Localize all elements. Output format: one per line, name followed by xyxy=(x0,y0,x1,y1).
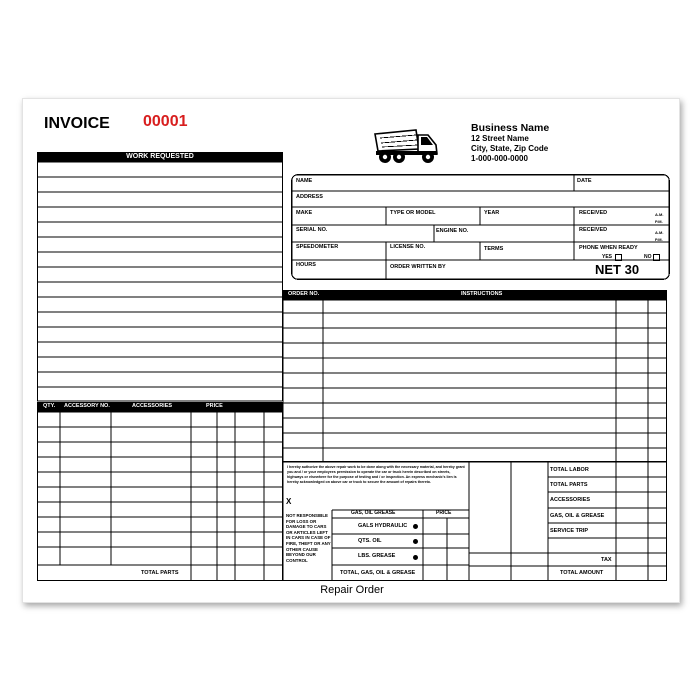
qty-header: QTY. xyxy=(43,403,56,409)
price-header: PRICE xyxy=(206,403,223,409)
lbs-grease-bullet-icon xyxy=(413,555,418,560)
business-name: Business Name xyxy=(471,122,550,134)
year-field[interactable]: YEAR xyxy=(484,210,500,216)
total-parts-label: TOTAL PARTS xyxy=(550,482,588,488)
gals-hydraulic-label: GALS HYDRAULIC xyxy=(358,523,408,529)
received-field-2[interactable]: RECEIVED xyxy=(579,227,608,233)
qts-oil-bullet-icon xyxy=(413,539,418,544)
authorization-text: I hereby authorize the above repair work to be done along with the necessary material, and hereby grant you and / or your employees permission to operate the car or truck herein described on streets, highways or elsewhere for the purpose of testing and / or inspection. An express mechanic's lien is hereby acknowledged on above car or truck to secure the amount of repairs thereto. xyxy=(287,465,465,484)
accessories-total-parts-label: TOTAL PARTS xyxy=(141,570,179,576)
service-trip-label: SERVICE TRIP xyxy=(550,528,589,534)
invoice-title: INVOICE xyxy=(44,115,110,132)
work-requested-header: WORK REQUESTED xyxy=(37,152,283,162)
instructions-grid xyxy=(283,300,667,462)
received-pm-1: P.M. xyxy=(655,219,663,224)
name-field[interactable]: NAME xyxy=(296,178,313,184)
disclaimer-text: NOT RESPONSIBLE FOR LOSS OR DAMAGE TO CARS OR ARTICLES LEFT IN CARS IN CASE OF FIRE, THEFT OR ANY OTHER CAUSE BEYOND OUR CONTROL xyxy=(286,513,331,563)
terms-field[interactable]: TERMS xyxy=(484,246,504,252)
serial-no-field[interactable]: SERIAL NO. xyxy=(296,227,328,233)
accessories-header: ACCESSORIES xyxy=(132,403,173,409)
no-checkbox[interactable] xyxy=(653,254,660,261)
hours-field[interactable]: HOURS xyxy=(296,262,316,268)
make-field[interactable]: MAKE xyxy=(296,210,313,216)
instructions-header-bar xyxy=(283,290,667,300)
yes-label: YES xyxy=(602,254,613,260)
speedometer-field[interactable]: SPEEDOMETER xyxy=(296,244,339,250)
fluids-price-header: PRICE xyxy=(436,510,452,516)
no-label: NO xyxy=(644,254,652,260)
received-field-1[interactable]: RECEIVED xyxy=(579,210,608,216)
lbs-grease-label: LBS. GREASE xyxy=(358,553,396,559)
total-amount-label: TOTAL AMOUNT xyxy=(560,570,604,576)
net-terms: NET 30 xyxy=(595,262,640,277)
fluids-header: GAS, OIL GREASE xyxy=(351,510,396,516)
dump-truck-icon xyxy=(372,125,440,165)
accessories-grid xyxy=(37,412,283,581)
invoice-number: 00001 xyxy=(143,113,188,130)
business-street: 12 Street Name xyxy=(471,134,529,143)
gas-oil-grease-label: GAS, OIL & GREASE xyxy=(550,513,605,519)
qts-oil-label: QTS. OIL xyxy=(358,538,382,544)
received-pm-2: P.M. xyxy=(655,237,663,242)
repair-order-caption: Repair Order xyxy=(320,584,384,596)
repair-order-form xyxy=(22,98,680,603)
engine-no-field[interactable]: ENGINE NO. xyxy=(436,228,469,234)
yes-checkbox[interactable] xyxy=(615,254,622,261)
business-city: City, State, Zip Code xyxy=(471,144,549,153)
order-no-header: ORDER NO. xyxy=(288,291,320,297)
business-phone: 1-000-000-0000 xyxy=(471,154,528,163)
received-am-1: A.M. xyxy=(655,212,664,217)
received-am-2: A.M. xyxy=(655,230,664,235)
date-field[interactable]: DATE xyxy=(577,178,592,184)
address-field[interactable]: ADDRESS xyxy=(296,194,323,200)
fluids-total-label: TOTAL, GAS, OIL & GREASE xyxy=(340,570,416,576)
signature-mark[interactable]: X xyxy=(286,497,292,506)
total-labor-label: TOTAL LABOR xyxy=(550,467,589,473)
tax-label: TAX xyxy=(601,557,612,563)
accessories-total-label: ACCESSORIES xyxy=(550,497,591,503)
type-or-model-field[interactable]: TYPE OR MODEL xyxy=(390,210,436,216)
work-requested-lines xyxy=(37,162,283,402)
gals-hydraulic-bullet-icon xyxy=(413,524,418,529)
license-no-field[interactable]: LICENSE NO. xyxy=(390,244,426,250)
accessory-no-header: ACCESSORY NO. xyxy=(64,403,110,409)
order-written-by-field[interactable]: ORDER WRITTEN BY xyxy=(390,264,446,270)
phone-when-ready-label: PHONE WHEN READY xyxy=(579,245,638,251)
accessories-header-bar xyxy=(37,402,283,412)
instructions-header: INSTRUCTIONS xyxy=(461,291,503,297)
